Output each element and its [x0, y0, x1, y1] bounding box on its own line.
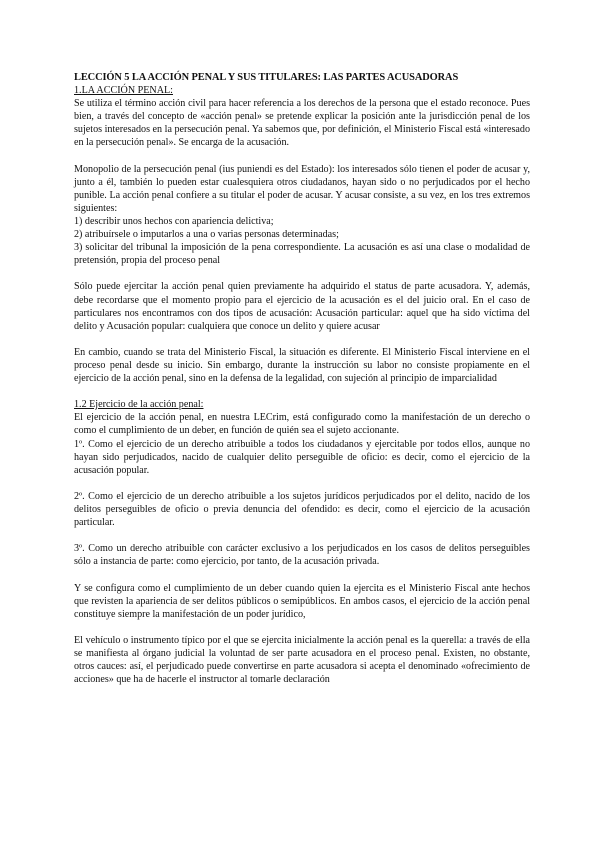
paragraph-primero: 1º. Como el ejercicio de un derecho atribuible a todos los ciudadanos y ejercitable por todos ellos, aunque no hayan sido perjudicados, nacido de cualquier delito perseguible de oficio: es decir, como el ejercicio de la acusación popular. [74, 438, 530, 476]
paragraph-querella: El vehículo o instrumento típico por el que se ejercita inicialmente la acción penal es la querella: a través de ella se manifiesta al órgano judicial la voluntad de ser parte acusadora en el proceso penal. Existen, no obstante, otros cauces: así, el perjudicado puede convertirse en parte acusadora si acepta el denominado «ofrecimiento de acciones» que ha de hacerle el instructor al tomarle declaración [74, 634, 530, 686]
list-item: 1) describir unos hechos con apariencia delictiva; [74, 215, 274, 227]
document-title: LECCIÓN 5 LA ACCIÓN PENAL Y SUS TITULARES: LAS PARTES ACUSADORAS [74, 72, 459, 83]
paragraph-ministerio-fiscal: En cambio, cuando se trata del Ministerio Fiscal, la situación es diferente. El Ministerio Fiscal interviene en el proceso penal desde su inicio. Sin embargo, durante la instrucción su labor no consiste propiamente en el ejercicio de la acción penal, sino en la defensa de la legalidad, con sujeción al principio de imparcialidad [74, 346, 530, 385]
paragraph-deber: Y se configura como el cumplimiento de un deber cuando quien la ejercita es el Ministerio Fiscal ante hechos que revisten la apariencia de ser delitos públicos o semipúblicos. En ambos casos, el ejercicio de la acción penal constituye siempre la manifestación de un poder jurídico, [74, 582, 530, 620]
section-heading-ejercicio: 1.2 Ejercicio de la acción penal: [74, 399, 204, 411]
section-heading-accion-penal: 1.LA ACCIÓN PENAL: [74, 85, 173, 96]
paragraph-tercero: 3º. Como un derecho atribuible con carácter exclusivo a los perjudicados en los casos de delitos perseguibles sólo a instancia de parte: como ejercicio, por tanto, de la acusación privada. [74, 543, 530, 568]
paragraph-monopolio: Monopolio de la persecución penal (ius puniendi es del Estado): los interesados sólo tienen el poder de acusar y, junto a él, también lo pueden estar cualesquiera otros ciudadanos, hayan sido o no perjudicados por el hecho punible. La acción penal confiere a su titular el poder de acusar. Y acusar consiste, a su vez, en los tres extremos siguientes: [74, 163, 530, 214]
list-item: 3) solicitar del tribunal la imposición de la pena correspondiente. La acusación es así una clase o modalidad de pretensión, propia del proceso penal [74, 242, 530, 267]
paragraph-segundo: 2º. Como el ejercicio de un derecho atribuible a los sujetos jurídicos perjudicados por el delito, nacido de los delitos perseguibles de oficio o previa denuncia del ofendido: es decir, como el ejercicio de la acusación particular. [74, 490, 530, 529]
document-page [74, 71, 530, 686]
paragraph-ejercicio: El ejercicio de la acción penal, en nuestra LECrim, está configurado como la manifestación de un derecho o como el cumplimiento de un deber, en función de quién sea el sujeto accionante. [74, 412, 530, 437]
paragraph-accion-civil: Se utiliza el término acción civil para hacer referencia a los derechos de la persona que el estado reconoce. Pues bien, a través del concepto de «acción penal» se pretende explicar la posición ante la jurisdicción penal de los sujetos interesados en la persecución penal. Ya sabemos que, por definición, el Ministerio Fiscal está «interesado en la persecución penal». Se encarga de la acusación. [74, 98, 530, 149]
paragraph-status-parte: Sólo puede ejercitar la acción penal quien previamente ha adquirido el status de parte acusadora. Y, además, debe recordarse que el momento propio para el ejercicio de la acusación es el del juicio oral. En el caso de particulares nos encontramos con dos tipos de acusación: Acusación particular: aquel que ha sido víctima del delito y Acusación popular: cualquiera que conoce un delito y quiere acusar [74, 281, 530, 332]
list-item: 2) atribuírsele o imputarlos a una o varias personas determinadas; [74, 229, 339, 241]
